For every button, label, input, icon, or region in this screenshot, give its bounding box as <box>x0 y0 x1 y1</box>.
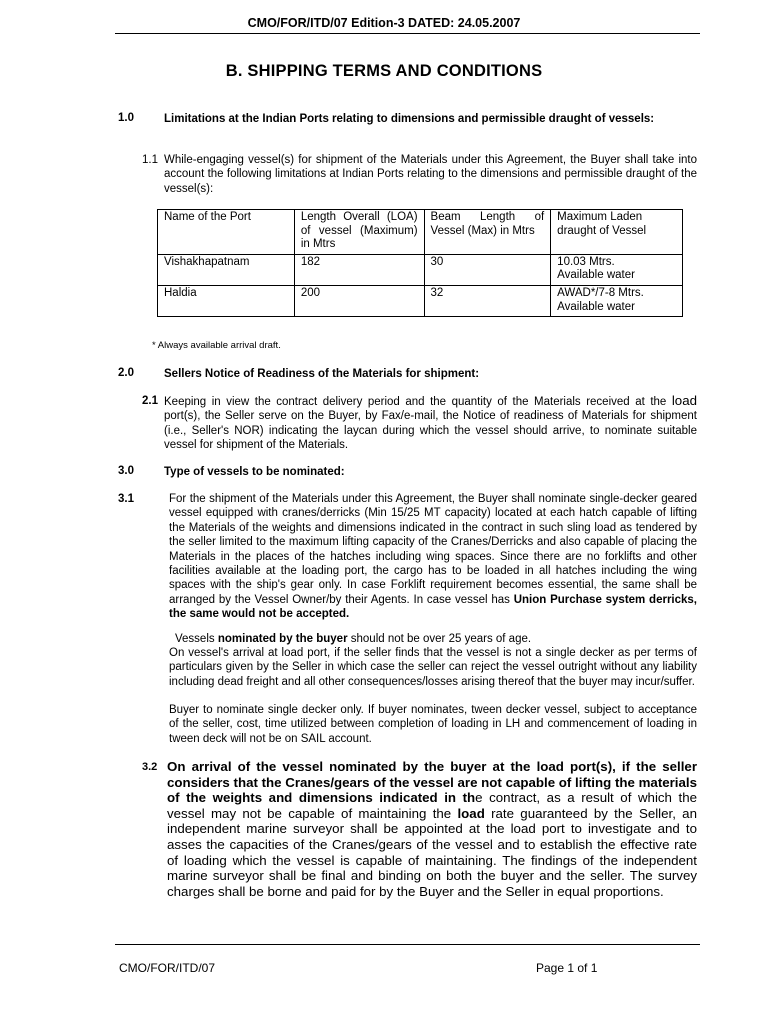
page-title: B. SHIPPING TERMS AND CONDITIONS <box>225 62 543 80</box>
clause-2-1-part-b: port(s), the Seller serve on the Buyer, by Fax/e-mail, the Notice of readiness of Materials for shipment (i.e., Seller's NOR) indicating the laycan during which the vessel should arrive, to nominate suitable vessel for shipment of the Materials. <box>164 410 697 452</box>
age-limit-bold: nominated by the buyer <box>217 633 348 645</box>
table-header-cell: Name of the Port <box>158 210 295 255</box>
clause-3-1-single-decker: Buyer to nominate single decker only. If buyer nominates, tween decker vessel, subject to acceptance of the seller, cost, time utilized between completion of loading in LH and commencement of loading in tween deck will not be on SAIL account. <box>169 704 697 745</box>
header-rule <box>115 33 700 34</box>
clause-3-1-age-limit <box>175 632 697 646</box>
clause-3-2-part-a: e contract, as a result of which the vessel may not be capable of maintaining the <box>167 790 697 821</box>
document-header: CMO/FOR/ITD/07 Edition-3 DATED: 24.05.2007 <box>247 16 521 30</box>
clause-3-1-bold: Union Purchase system derricks, the same would not be accepted. <box>169 593 698 621</box>
clause-1-1-text: While-engaging vessel(s) for shipment of the Materials under this Agreement, the Buyer shall take into account the following limitations at Indian Ports relating to the dimensions and permissible draught of the vessel(s): <box>164 154 697 195</box>
port-limits-table <box>157 209 683 317</box>
clause-3-1-number: 3.1 <box>118 493 134 505</box>
table-cell: 32 <box>424 285 551 316</box>
table-cell: Vishakhapatnam <box>158 254 295 285</box>
table-row <box>158 285 683 316</box>
clause-1-1-number: 1.1 <box>142 154 158 166</box>
table-cell: 30 <box>424 254 551 285</box>
clause-3-2-text <box>167 759 697 899</box>
clause-3-2-number: 3.2 <box>142 761 158 773</box>
table-cell: Haldia <box>158 285 295 316</box>
age-limit-part-b: should not be over 25 years of age. <box>350 633 532 645</box>
clause-2-1-load: load <box>671 393 697 408</box>
table-row <box>158 254 683 285</box>
table-cell: AWAD*/7-8 Mtrs. Available water <box>551 285 683 316</box>
section-3-number: 3.0 <box>118 465 134 477</box>
section-3-heading: Type of vessels to be nominated: <box>164 466 345 478</box>
clause-3-2-load: load <box>457 805 485 821</box>
footer-doc-id: CMO/FOR/ITD/07 <box>119 961 216 975</box>
section-1-heading: Limitations at the Indian Ports relating to dimensions and permissible draught of vessels: <box>164 113 655 125</box>
table-cell: 200 <box>294 285 424 316</box>
section-2-heading: Sellers Notice of Readiness of the Materials for shipment: <box>164 368 480 380</box>
clause-3-1-arrival: On vessel's arrival at load port, if the seller finds that the vessel is not a single decker as per terms of particulars given by the Seller in which case the seller can reject the vessel outright without any liability including dead freight and all other consequences/losses arising thereof that the buyer may incur/suffer. <box>169 647 697 688</box>
table-header-row <box>158 210 683 255</box>
footer-page-number: Page 1 of 1 <box>536 961 598 975</box>
clause-2-1-part-a: Keeping in view the contract delivery period and the quantity of the Materials received at the <box>164 396 667 408</box>
clause-2-1-text <box>164 394 697 453</box>
table-footnote: * Always available arrival draft. <box>152 340 281 351</box>
clause-2-1-number: 2.1 <box>142 395 158 407</box>
table-cell: 182 <box>294 254 424 285</box>
clause-3-1-part-a: For the shipment of the Materials under this Agreement, the Buyer shall nominate single-decker geared vessel equipped with cranes/derricks (Min 15/25 MT capacity) located at each hatch capable of lifting the Materials of the weights and dimensions indicated in the contract in such sling load as tendered by the seller limited to the maximum lifting capacity of the Cranes/Derricks and also capable of placing the Materials in the places of the hatches including wing spaces. Since there are no forklifts and other facilities available at the loading port, the cargo has to be loaded in all hatches including the wing spaces with the ship's gear only. In case Forklift requirement becomes essential, the same shall be arranged by the Vessel Owner/by their Agents. In case vessel has <box>169 493 697 606</box>
clause-3-2-bold: On arrival of the vessel nominated by the buyer at the load port(s), if the seller considers that the Cranes/gears of the vessel are not capable of lifting the materials of the weights and dimensions indicated in th <box>167 759 697 806</box>
clause-3-1-text <box>169 492 697 622</box>
table-header-cell: Beam Length of Vessel (Max) in Mtrs <box>424 210 551 255</box>
table-header-cell: Length Overall (LOA) of vessel (Maximum) in Mtrs <box>294 210 424 255</box>
age-limit-part-a: Vessels <box>175 633 215 645</box>
footer-rule <box>115 944 700 945</box>
clause-3-2-part-b: rate guaranteed by the Seller, an independent marine surveyor shall be appointed at the load port to investigate and to asses the capacities of the Cranes/gears of the vessel and to establish the effective rate of loading which the vessel is capable of maintaining. The findings of the independent marine surveyor shall be final and binding on both the buyer and the seller. The survey charges shall be borne and paid for by the Buyer and the Seller in equal proportions. <box>167 805 697 899</box>
table-header-cell: Maximum Laden draught of Vessel <box>551 210 683 255</box>
section-1-number: 1.0 <box>118 112 134 124</box>
section-2-number: 2.0 <box>118 367 134 379</box>
table-cell: 10.03 Mtrs. Available water <box>551 254 683 285</box>
